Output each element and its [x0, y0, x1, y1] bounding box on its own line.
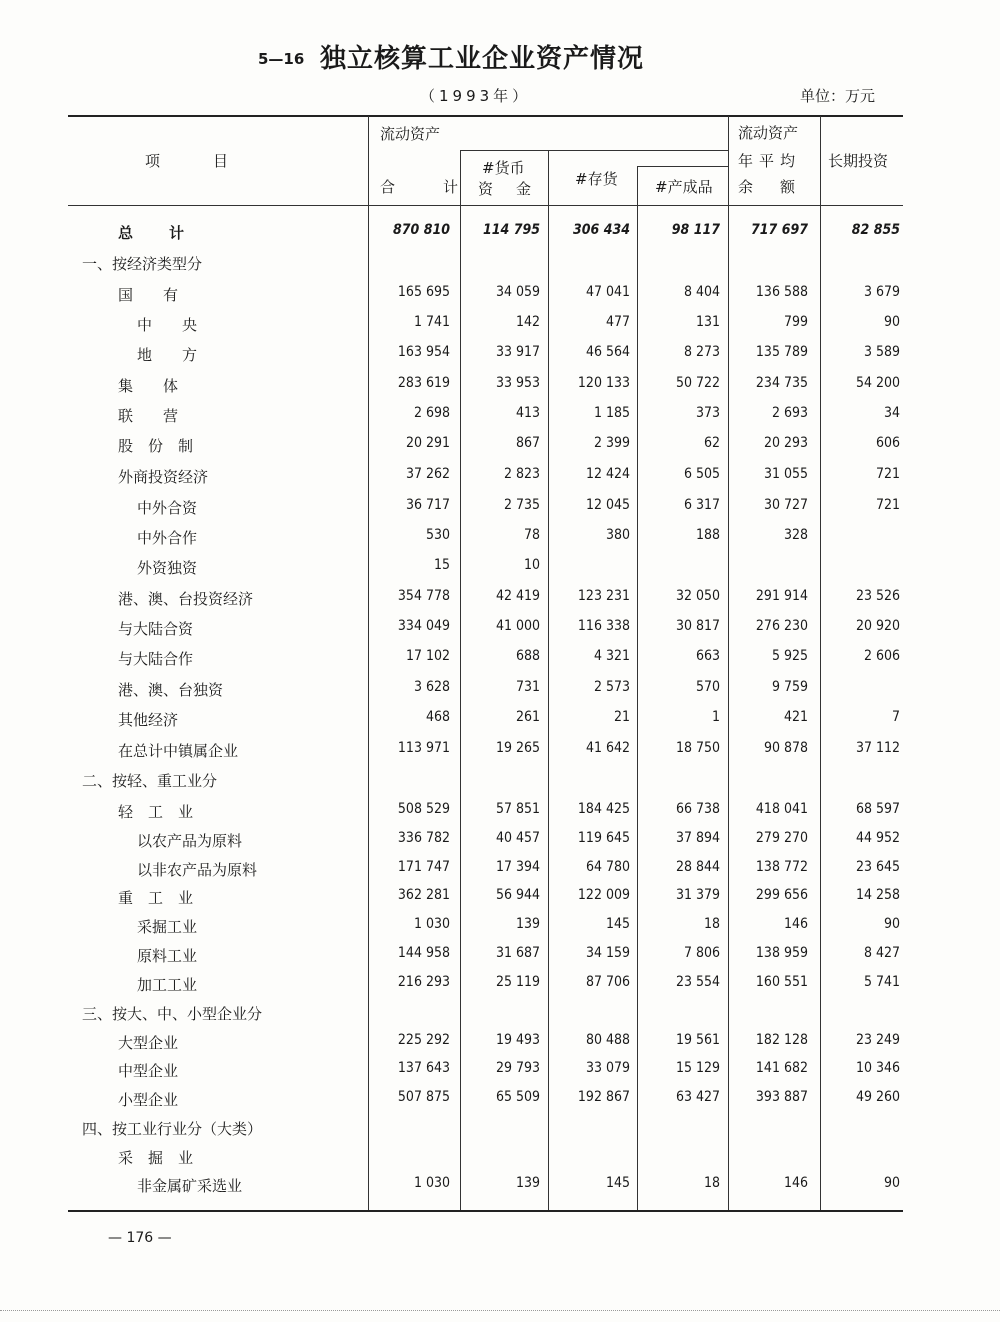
- row-label: 中型企业: [118, 1062, 179, 1080]
- cell-inventory: 87 706: [585, 974, 630, 990]
- cell-avg-balance: 279 270: [755, 830, 808, 846]
- cell-total: 334 049: [397, 618, 450, 634]
- cell-long-term-investment: 49 260: [855, 1089, 900, 1105]
- cell-inventory: 41 642: [585, 740, 630, 756]
- cell-finished-goods: 18 750: [675, 740, 720, 756]
- cell-inventory: 184 425: [577, 801, 630, 817]
- cell-avg-balance: 20 293: [763, 435, 808, 451]
- cell-finished-goods: 18: [703, 916, 720, 932]
- cell-avg-balance: 799: [783, 314, 808, 330]
- row-label: 中外合作: [137, 529, 198, 547]
- row-label: 中 央: [137, 316, 198, 334]
- header-divider: [820, 116, 821, 205]
- header-avg-line1: 流动资产: [738, 124, 799, 142]
- table-row: [0, 314, 1000, 338]
- cell-total: 36 717: [405, 497, 450, 513]
- cell-inventory: 120 133: [577, 375, 630, 391]
- cell-finished-goods: 570: [695, 679, 720, 695]
- table-row: [0, 435, 1000, 459]
- header-current-assets: 流动资产: [380, 125, 441, 143]
- cell-finished-goods: 23 554: [675, 974, 720, 990]
- cell-total: 870 810: [393, 222, 450, 238]
- table-row: [0, 466, 1000, 490]
- cell-finished-goods: 15 129: [675, 1060, 720, 1076]
- cell-total: 283 619: [397, 375, 450, 391]
- cell-inventory: 2 399: [593, 435, 630, 451]
- header-subrule: [460, 150, 728, 151]
- cell-long-term-investment: 7: [891, 709, 900, 725]
- cell-avg-balance: 717 697: [751, 222, 808, 238]
- row-label: 采 掘 业: [118, 1149, 194, 1167]
- row-label: 与大陆合资: [118, 620, 194, 638]
- row-label: 外资独资: [137, 559, 198, 577]
- cell-inventory: 34 159: [585, 945, 630, 961]
- header-divider: [548, 150, 549, 205]
- cell-long-term-investment: 606: [875, 435, 900, 451]
- table-row: [0, 709, 1000, 733]
- page-number: — 176 —: [108, 1230, 172, 1246]
- cell-inventory: 116 338: [577, 618, 630, 634]
- cell-cash: 42 419: [495, 588, 540, 604]
- cell-total: 144 958: [397, 945, 450, 961]
- cell-cash: 867: [515, 435, 540, 451]
- cell-avg-balance: 9 759: [771, 679, 808, 695]
- cell-cash: 17 394: [495, 859, 540, 875]
- cell-avg-balance: 299 656: [755, 887, 808, 903]
- cell-total: 20 291: [405, 435, 450, 451]
- cell-total: 163 954: [397, 344, 450, 360]
- cell-long-term-investment: 8 427: [863, 945, 900, 961]
- cell-cash: 731: [515, 679, 540, 695]
- cell-cash: 34 059: [495, 284, 540, 300]
- table-row: [0, 1089, 1000, 1113]
- cell-long-term-investment: 23 526: [855, 588, 900, 604]
- table-row: [0, 1175, 1000, 1199]
- cell-cash: 19 493: [495, 1032, 540, 1048]
- row-label: 港、澳、台投资经济: [118, 590, 254, 608]
- cell-finished-goods: 32 050: [675, 588, 720, 604]
- cell-total: 37 262: [405, 466, 450, 482]
- cell-cash: 114 795: [483, 222, 540, 238]
- cell-inventory: 122 009: [577, 887, 630, 903]
- row-label: 四、按工业行业分（大类）: [82, 1120, 263, 1138]
- cell-inventory: 47 041: [585, 284, 630, 300]
- row-label: 原料工业: [137, 947, 198, 965]
- table-row: [0, 344, 1000, 368]
- cell-avg-balance: 182 128: [755, 1032, 808, 1048]
- scan-edge: [0, 1310, 1000, 1311]
- cell-total: 508 529: [397, 801, 450, 817]
- row-label: 与大陆合作: [118, 650, 194, 668]
- cell-total: 15: [433, 557, 450, 573]
- cell-long-term-investment: 54 200: [855, 375, 900, 391]
- header-bottom-rule: [68, 205, 903, 206]
- cell-long-term-investment: 90: [883, 1175, 900, 1191]
- cell-finished-goods: 28 844: [675, 859, 720, 875]
- row-label: 加工工业: [137, 976, 198, 994]
- cell-long-term-investment: 2 606: [863, 648, 900, 664]
- table-row: [0, 1060, 1000, 1084]
- cell-total: 113 971: [397, 740, 450, 756]
- table-row: [0, 405, 1000, 429]
- row-label: 非金属矿采选业: [137, 1177, 243, 1195]
- row-label: 小型企业: [118, 1091, 179, 1109]
- row-label: 采掘工业: [137, 918, 198, 936]
- cell-finished-goods: 19 561: [675, 1032, 720, 1048]
- cell-cash: 33 953: [495, 375, 540, 391]
- row-label: 一、按经济类型分: [82, 255, 203, 273]
- table-row: [0, 770, 1000, 794]
- cell-long-term-investment: 721: [875, 497, 900, 513]
- cell-inventory: 145: [605, 916, 630, 932]
- cell-finished-goods: 8 273: [683, 344, 720, 360]
- cell-inventory: 4 321: [593, 648, 630, 664]
- cell-inventory: 1 185: [593, 405, 630, 421]
- header-finished-goods: #产成品: [655, 178, 713, 196]
- cell-cash: 31 687: [495, 945, 540, 961]
- row-label: 在总计中镇属企业: [118, 742, 239, 760]
- cell-long-term-investment: 3 679: [863, 284, 900, 300]
- cell-cash: 33 917: [495, 344, 540, 360]
- cell-inventory: 64 780: [585, 859, 630, 875]
- cell-avg-balance: 291 914: [755, 588, 808, 604]
- row-label: 轻 工 业: [118, 803, 194, 821]
- header-long-term-investment: 长期投资: [828, 152, 889, 170]
- cell-avg-balance: 138 772: [755, 859, 808, 875]
- row-label: 总 计: [118, 224, 187, 242]
- cell-finished-goods: 188: [695, 527, 720, 543]
- cell-finished-goods: 131: [695, 314, 720, 330]
- table-row: [0, 1003, 1000, 1027]
- cell-total: 1 741: [413, 314, 450, 330]
- cell-inventory: 33 079: [585, 1060, 630, 1076]
- cell-avg-balance: 5 925: [771, 648, 808, 664]
- header-cash-line1: #货币: [482, 159, 525, 177]
- table-row: [0, 1147, 1000, 1171]
- cell-cash: 413: [515, 405, 540, 421]
- row-label: 外商投资经济: [118, 468, 209, 486]
- cell-total: 1 030: [413, 916, 450, 932]
- row-label: 重 工 业: [118, 889, 194, 907]
- cell-avg-balance: 393 887: [755, 1089, 808, 1105]
- row-label: 以非农产品为原料: [137, 861, 258, 879]
- cell-total: 354 778: [397, 588, 450, 604]
- cell-inventory: 477: [605, 314, 630, 330]
- table-row: [0, 945, 1000, 969]
- cell-cash: 2 735: [503, 497, 540, 513]
- header-divider: [637, 166, 638, 205]
- table-row: [0, 618, 1000, 642]
- cell-finished-goods: 6 505: [683, 466, 720, 482]
- cell-inventory: 306 434: [573, 222, 630, 238]
- cell-finished-goods: 18: [703, 1175, 720, 1191]
- cell-cash: 41 000: [495, 618, 540, 634]
- row-label: 地 方: [137, 346, 198, 364]
- cell-inventory: 21: [613, 709, 630, 725]
- cell-inventory: 380: [605, 527, 630, 543]
- header-total: 合 计: [380, 178, 465, 196]
- row-label: 以农产品为原料: [137, 832, 243, 850]
- cell-cash: 688: [515, 648, 540, 664]
- cell-total: 468: [425, 709, 450, 725]
- cell-finished-goods: 50 722: [675, 375, 720, 391]
- cell-cash: 139: [515, 1175, 540, 1191]
- cell-avg-balance: 141 682: [755, 1060, 808, 1076]
- table-row: [0, 375, 1000, 399]
- cell-inventory: 192 867: [577, 1089, 630, 1105]
- table-row: [0, 859, 1000, 883]
- row-label: 三、按大、中、小型企业分: [82, 1005, 263, 1023]
- cell-long-term-investment: 23 645: [855, 859, 900, 875]
- table-row: [0, 887, 1000, 911]
- cell-long-term-investment: 68 597: [855, 801, 900, 817]
- cell-long-term-investment: 5 741: [863, 974, 900, 990]
- header-divider: [728, 116, 729, 205]
- cell-cash: 57 851: [495, 801, 540, 817]
- cell-avg-balance: 421: [783, 709, 808, 725]
- cell-total: 165 695: [397, 284, 450, 300]
- cell-cash: 65 509: [495, 1089, 540, 1105]
- table-row: [0, 916, 1000, 940]
- header-avg-line2: 年平均: [738, 152, 802, 170]
- table-row: [0, 974, 1000, 998]
- row-label: 联 营: [118, 407, 179, 425]
- cell-avg-balance: 146: [783, 916, 808, 932]
- table-row: [0, 1032, 1000, 1056]
- cell-total: 225 292: [397, 1032, 450, 1048]
- header-cash-line2: 资 金: [478, 180, 536, 198]
- table-top-rule: [68, 115, 903, 117]
- cell-finished-goods: 66 738: [675, 801, 720, 817]
- cell-cash: 19 265: [495, 740, 540, 756]
- cell-long-term-investment: 3 589: [863, 344, 900, 360]
- title-block: [0, 38, 1000, 78]
- cell-long-term-investment: 82 855: [851, 222, 900, 238]
- cell-cash: 56 944: [495, 887, 540, 903]
- cell-avg-balance: 2 693: [771, 405, 808, 421]
- cell-total: 1 030: [413, 1175, 450, 1191]
- cell-inventory: 145: [605, 1175, 630, 1191]
- header-avg-line3: 余 额: [738, 178, 802, 196]
- cell-finished-goods: 1: [711, 709, 720, 725]
- header-subrule: [637, 166, 728, 167]
- cell-avg-balance: 276 230: [755, 618, 808, 634]
- table-row: [0, 588, 1000, 612]
- cell-avg-balance: 234 735: [755, 375, 808, 391]
- cell-cash: 2 823: [503, 466, 540, 482]
- cell-long-term-investment: 10 346: [855, 1060, 900, 1076]
- cell-total: 3 628: [413, 679, 450, 695]
- header-inventory: #存货: [575, 170, 618, 188]
- header-divider: [368, 116, 369, 205]
- cell-avg-balance: 135 789: [755, 344, 808, 360]
- table-row: [0, 1118, 1000, 1142]
- cell-cash: 29 793: [495, 1060, 540, 1076]
- cell-cash: 25 119: [495, 974, 540, 990]
- cell-inventory: 123 231: [577, 588, 630, 604]
- year-subtitle: （1993年）: [420, 87, 532, 105]
- cell-total: 336 782: [397, 830, 450, 846]
- row-label: 大型企业: [118, 1034, 179, 1052]
- cell-cash: 10: [523, 557, 540, 573]
- cell-total: 507 875: [397, 1089, 450, 1105]
- table-row: [0, 648, 1000, 672]
- cell-long-term-investment: 34: [883, 405, 900, 421]
- cell-total: 17 102: [405, 648, 450, 664]
- cell-long-term-investment: 37 112: [855, 740, 900, 756]
- table-row: [0, 284, 1000, 308]
- cell-finished-goods: 30 817: [675, 618, 720, 634]
- table-row: [0, 222, 1000, 246]
- cell-finished-goods: 6 317: [683, 497, 720, 513]
- cell-inventory: 119 645: [577, 830, 630, 846]
- cell-long-term-investment: 90: [883, 314, 900, 330]
- cell-inventory: 2 573: [593, 679, 630, 695]
- cell-finished-goods: 7 806: [683, 945, 720, 961]
- table-row: [0, 740, 1000, 764]
- cell-inventory: 80 488: [585, 1032, 630, 1048]
- cell-cash: 139: [515, 916, 540, 932]
- cell-finished-goods: 37 894: [675, 830, 720, 846]
- cell-total: 216 293: [397, 974, 450, 990]
- table-row: [0, 253, 1000, 277]
- header-item: 项 目: [145, 152, 231, 170]
- cell-cash: 261: [515, 709, 540, 725]
- table-bottom-rule: [68, 1210, 903, 1212]
- table-number: 5—16: [258, 50, 305, 68]
- table-row: [0, 679, 1000, 703]
- cell-finished-goods: 8 404: [683, 284, 720, 300]
- table-row: [0, 527, 1000, 551]
- cell-inventory: 46 564: [585, 344, 630, 360]
- cell-long-term-investment: 90: [883, 916, 900, 932]
- cell-finished-goods: 31 379: [675, 887, 720, 903]
- cell-avg-balance: 136 588: [755, 284, 808, 300]
- cell-avg-balance: 160 551: [755, 974, 808, 990]
- row-label: 股 份 制: [118, 437, 194, 455]
- cell-avg-balance: 90 878: [763, 740, 808, 756]
- cell-long-term-investment: 20 920: [855, 618, 900, 634]
- cell-finished-goods: 62: [703, 435, 720, 451]
- table-row: [0, 497, 1000, 521]
- cell-total: 171 747: [397, 859, 450, 875]
- cell-cash: 78: [523, 527, 540, 543]
- cell-total: 530: [425, 527, 450, 543]
- row-label: 其他经济: [118, 711, 179, 729]
- table-row: [0, 830, 1000, 854]
- cell-long-term-investment: 721: [875, 466, 900, 482]
- cell-long-term-investment: 14 258: [855, 887, 900, 903]
- cell-avg-balance: 31 055: [763, 466, 808, 482]
- cell-finished-goods: 663: [695, 648, 720, 664]
- cell-finished-goods: 63 427: [675, 1089, 720, 1105]
- row-label: 国 有: [118, 286, 179, 304]
- cell-avg-balance: 328: [783, 527, 808, 543]
- cell-long-term-investment: 23 249: [855, 1032, 900, 1048]
- cell-inventory: 12 424: [585, 466, 630, 482]
- cell-total: 2 698: [413, 405, 450, 421]
- row-label: 中外合资: [137, 499, 198, 517]
- page-title: 独立核算工业企业资产情况: [320, 44, 645, 74]
- cell-finished-goods: 98 117: [671, 222, 720, 238]
- table-row: [0, 557, 1000, 581]
- cell-avg-balance: 146: [783, 1175, 808, 1191]
- row-label: 港、澳、台独资: [118, 681, 224, 699]
- cell-avg-balance: 138 959: [755, 945, 808, 961]
- cell-long-term-investment: 44 952: [855, 830, 900, 846]
- cell-cash: 40 457: [495, 830, 540, 846]
- cell-total: 137 643: [397, 1060, 450, 1076]
- cell-cash: 142: [515, 314, 540, 330]
- unit-label: 单位：万元: [800, 87, 876, 105]
- row-label: 集 体: [118, 377, 179, 395]
- cell-inventory: 12 045: [585, 497, 630, 513]
- row-label: 二、按轻、重工业分: [82, 772, 218, 790]
- cell-avg-balance: 30 727: [763, 497, 808, 513]
- table-row: [0, 801, 1000, 825]
- cell-finished-goods: 373: [695, 405, 720, 421]
- cell-avg-balance: 418 041: [755, 801, 808, 817]
- cell-total: 362 281: [397, 887, 450, 903]
